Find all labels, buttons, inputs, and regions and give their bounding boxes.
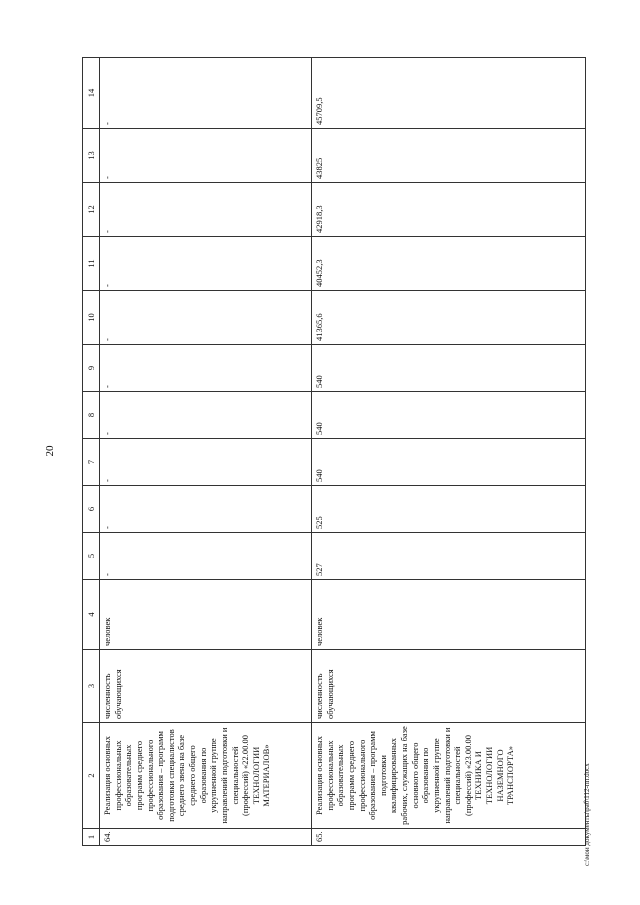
- header-row: [83, 58, 100, 846]
- column-header: 11: [83, 237, 100, 291]
- column-header: 4: [83, 580, 100, 650]
- column-header: 12: [83, 183, 100, 237]
- row-indicator: численность обучающихся: [100, 650, 312, 723]
- row-value: -: [100, 392, 312, 439]
- column-header: 7: [83, 439, 100, 486]
- column-header: 9: [83, 345, 100, 392]
- table-row: [312, 58, 586, 846]
- column-header: 6: [83, 486, 100, 533]
- row-value: 527: [312, 533, 586, 580]
- row-number: 65.: [312, 829, 586, 846]
- row-value: -: [100, 533, 312, 580]
- row-value: 41365,6: [312, 291, 586, 345]
- column-header: 2: [83, 723, 100, 829]
- column-header: 3: [83, 650, 100, 723]
- row-description: Реализация основных профессиональных образовательных программ среднего профессионального образования – программ подготовки специалистов среднего звена на базе среднего общего образования по укрупненной группе направлений подготовки и специальностей (профессий) «22.00.00 ТЕХНОЛОГИИ МАТЕРИАЛОВ»: [100, 723, 312, 829]
- rotated-table-container: [82, 58, 586, 846]
- row-value: 40452,3: [312, 237, 586, 291]
- row-value: 43825: [312, 129, 586, 183]
- row-value: -: [100, 439, 312, 486]
- row-value: -: [100, 486, 312, 533]
- page-number: 20: [44, 445, 56, 457]
- row-value: -: [100, 58, 312, 129]
- row-value: 42918,3: [312, 183, 586, 237]
- row-value: -: [100, 237, 312, 291]
- row-value: -: [100, 183, 312, 237]
- row-value: -: [100, 129, 312, 183]
- table-row: [100, 58, 312, 846]
- row-value: -: [100, 291, 312, 345]
- footer-file-path: c:\мои документы\раб\112-пп.docx: [583, 763, 591, 866]
- row-value: 525: [312, 486, 586, 533]
- row-unit: человек: [100, 580, 312, 650]
- row-value: -: [100, 345, 312, 392]
- column-header: 14: [83, 58, 100, 129]
- column-header: 10: [83, 291, 100, 345]
- row-indicator: численность обучающихся: [312, 650, 586, 723]
- row-description: Реализация основных профессиональных образовательных программ среднего профессионального образования – программ подготовки квалифицированных рабочих, служащих на базе основного общего образования по укрупненной группе направлений подготовки и специальностей (профессий) «23.00.00 ТЕХНИКА И ТЕХНОЛОГИИ НАЗЕМНОГО ТРАНСПОРТА»: [312, 723, 586, 829]
- column-header: 13: [83, 129, 100, 183]
- row-value: 540: [312, 392, 586, 439]
- column-header: 5: [83, 533, 100, 580]
- column-header: 1: [83, 829, 100, 846]
- row-value: 45709,5: [312, 58, 586, 129]
- data-table: [82, 57, 586, 846]
- row-unit: человек: [312, 580, 586, 650]
- column-header: 8: [83, 392, 100, 439]
- row-value: 540: [312, 345, 586, 392]
- row-number: 64.: [100, 829, 312, 846]
- row-value: 540: [312, 439, 586, 486]
